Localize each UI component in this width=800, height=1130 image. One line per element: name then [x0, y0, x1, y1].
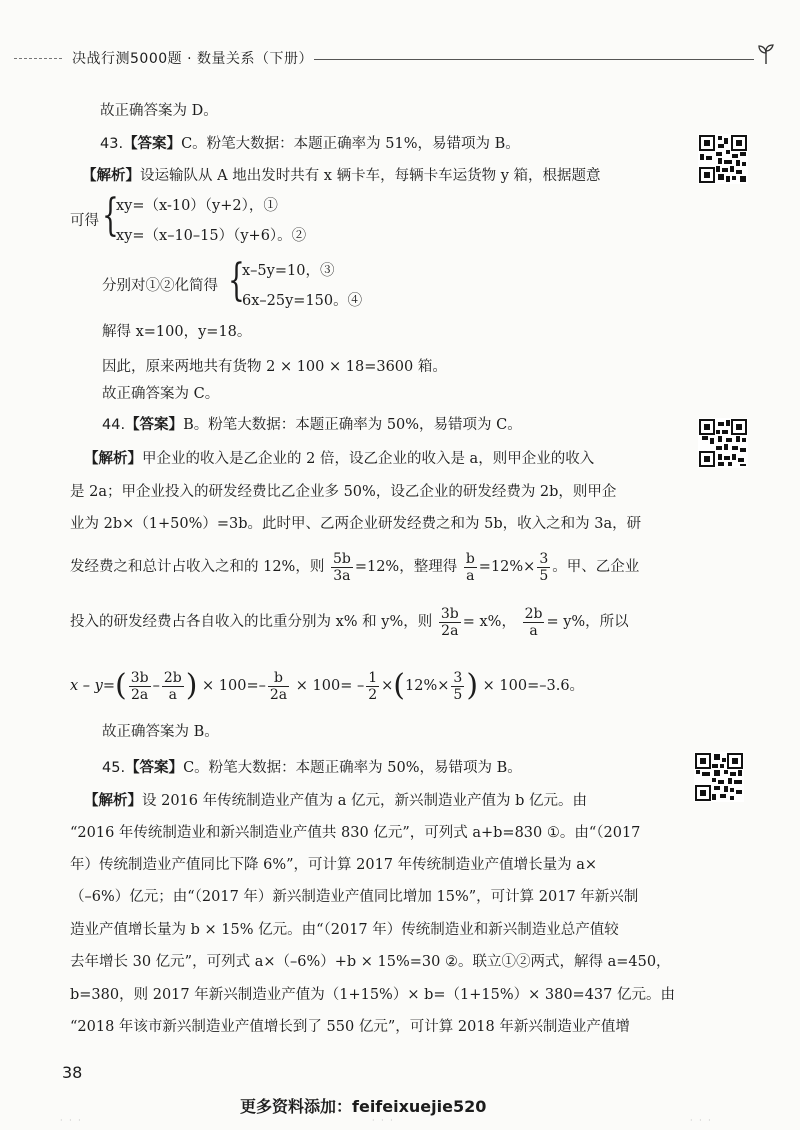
fraction-3b-over-2a: $\frac{3b}{2a}$: [440, 605, 459, 639]
q43-equation-3: x–5y=10，③: [242, 263, 335, 279]
q45-analysis-tag: 【解析】: [84, 793, 142, 809]
page-number: 38: [62, 1063, 83, 1082]
q44-analysis-line2: 是 2a；甲企业投入的研发经费比乙企业多 50%，设乙企业的研发经费为 2b，则甲企: [70, 484, 617, 500]
q43-analysis-tag: 【解析】: [82, 168, 140, 184]
q45-analysis-line1: [84, 791, 587, 811]
q45-number: 45.: [102, 760, 126, 776]
q43-number: 43.: [100, 136, 124, 152]
q43-simplify-label: 分别对①②化简得: [102, 278, 218, 294]
q43-answer-tag: 【答案】: [123, 136, 182, 152]
q44-analysis-tag: 【解析】: [84, 451, 142, 467]
q44-number: 44.: [102, 417, 126, 433]
fraction-3-over-5: $\frac{3}{5}$: [539, 550, 549, 584]
fraction-b-over-a: $\frac{b}{a}$: [465, 550, 475, 584]
q43-solution: 解得 x=100，y=18。: [102, 324, 252, 340]
q43-equation-1: xy=（x-10）（y+2），①: [116, 198, 278, 214]
qr-code-icon[interactable]: [698, 418, 748, 468]
q44-line5-text-b: = x%，: [462, 614, 516, 630]
q44-answer-tag: 【答案】: [125, 417, 184, 433]
q44-line5-text-a: 投入的研发经费占各自收入的比重分别为 x% 和 y%，则: [70, 614, 433, 630]
q45-answer-text: C。粉笔大数据：本题正确率为 50%，易错项为 B。: [183, 760, 522, 776]
equation-mid-3: ×: [381, 678, 394, 694]
q43-answer-line: [100, 134, 520, 154]
q43-analysis-line1: [82, 166, 601, 186]
fraction-3-over-5: $\frac{3}{5}$: [453, 669, 463, 703]
q43-equation-4: 6x–25y=150。④: [242, 293, 363, 309]
scan-artifact: · · ·: [60, 1116, 83, 1125]
q44-analysis-line4: [70, 549, 639, 585]
equation-lhs: x – y=: [70, 678, 115, 694]
equation-inner: 12%×: [405, 678, 450, 694]
q45-answer-line: [102, 758, 522, 778]
running-header: [14, 46, 784, 70]
equation-mid-2: × 100= –: [295, 678, 365, 694]
q44-final-equation: x – y=( $\frac{3b}{2a}$ – $\frac{2b}{a}$ ) × 100=– $\frac{b}{2a}$ × 100= – $\frac{1}{2}$ ×(12%× $\frac{3}{5}$ ) × 100=–3.6。: [70, 668, 585, 703]
footer-contact: 更多资料添加：feifeixuejie520: [240, 1097, 487, 1116]
fraction-2b-over-a: $\frac{2b}{a}$: [163, 669, 182, 703]
q45-analysis-line6: 去年增长 30 亿元”，可列式 a×（–6%）+b × 15%=30 ②。联立①②两式，解得 a=450，: [70, 954, 671, 970]
fraction-1-over-2: $\frac{1}{2}$: [368, 669, 378, 703]
q44-analysis-line1: [84, 449, 594, 469]
q43-equation-2: xy=（x–10–15）（y+6）。②: [116, 228, 307, 244]
q43-total: 因此，原来两地共有货物 2 × 100 × 18=3600 箱。: [102, 359, 447, 375]
q42-conclusion: 故正确答案为 D。: [100, 103, 218, 119]
q44-analysis-line5: [70, 604, 629, 640]
q43-kede: 可得: [70, 213, 99, 229]
header-title: 决战行测5000题 · 数量关系（下册）: [72, 51, 313, 67]
scan-artifact: · · ·: [372, 1116, 395, 1125]
q44-analysis-line3: 业为 2b×（1+50%）=3b。此时甲、乙两企业研发经费之和为 5b，收入之和为 3a，研: [70, 516, 642, 532]
q43-line1-text: 设运输队从 A 地出发时共有 x 辆卡车，每辆卡车运货物 y 箱，根据题意: [140, 168, 601, 184]
q44-conclusion: 故正确答案为 B。: [102, 724, 219, 740]
q45-analysis-line4: （–6%）亿元；由“（2017 年）新兴制造业产值同比增加 15%”，可计算 2017 年新兴制: [70, 889, 639, 905]
fraction-5b-over-3a: $\frac{5b}{3a}$: [332, 550, 351, 584]
q44-answer-line: [102, 415, 522, 435]
fraction-b-over-2a: $\frac{b}{2a}$: [269, 669, 288, 703]
left-brace: {: [228, 255, 245, 306]
q44-line4-text-b: =12%，整理得: [354, 559, 458, 575]
qr-code-icon[interactable]: [694, 752, 744, 802]
sprout-icon: [754, 42, 778, 66]
qr-code-icon[interactable]: [698, 134, 748, 184]
q45-analysis-line2: “2016 年传统制造业和新兴制造业产值共 830 亿元”，可列式 a+b=830 ①。由“（2017: [70, 825, 641, 841]
q45-line1-text: 设 2016 年传统制造业产值为 a 亿元，新兴制造业产值为 b 亿元。由: [142, 793, 587, 809]
fraction-2b-over-a: $\frac{2b}{a}$: [524, 605, 543, 639]
header-dashed-rule: [14, 58, 62, 59]
left-brace: {: [102, 190, 119, 241]
q44-answer-text: B。粉笔大数据：本题正确率为 50%，易错项为 C。: [183, 417, 522, 433]
equation-mid-1: × 100=–: [202, 678, 266, 694]
q44-line4-text-c: =12%×: [478, 559, 536, 575]
q44-line4-text-d: 。甲、乙企业: [552, 559, 640, 575]
fraction-3b-over-2a: $\frac{3b}{2a}$: [130, 669, 149, 703]
q44-line4-text-a: 发经费之和总计占收入之和的 12%，则: [70, 559, 325, 575]
q45-analysis-line3: 年）传统制造业产值同比下降 6%”，可计算 2017 年传统制造业产值增长量为 a×: [70, 857, 598, 873]
q44-line1-text: 甲企业的收入是乙企业的 2 倍，设乙企业的收入是 a，则甲企业的收入: [142, 451, 595, 467]
header-rule: [314, 59, 754, 60]
q43-conclusion: 故正确答案为 C。: [102, 386, 220, 402]
q43-answer-text: C。粉笔大数据：本题正确率为 51%，易错项为 B。: [181, 136, 520, 152]
q45-analysis-line7: b=380，则 2017 年新兴制造业产值为（1+15%）× b=（1+15%）× 380=437 亿元。由: [70, 987, 675, 1003]
scan-artifact: · · ·: [690, 1116, 713, 1125]
q44-line5-text-c: = y%，所以: [546, 614, 629, 630]
q45-analysis-line5: 造业产值增长量为 b × 15% 亿元。由“（2017 年）传统制造业和新兴制造业总产值较: [70, 922, 619, 938]
q45-analysis-line8: “2018 年该市新兴制造业产值增长到了 550 亿元”，可计算 2018 年新兴制造业产值增: [70, 1019, 630, 1035]
equation-result: × 100=–3.6。: [482, 678, 585, 694]
q45-answer-tag: 【答案】: [125, 760, 184, 776]
